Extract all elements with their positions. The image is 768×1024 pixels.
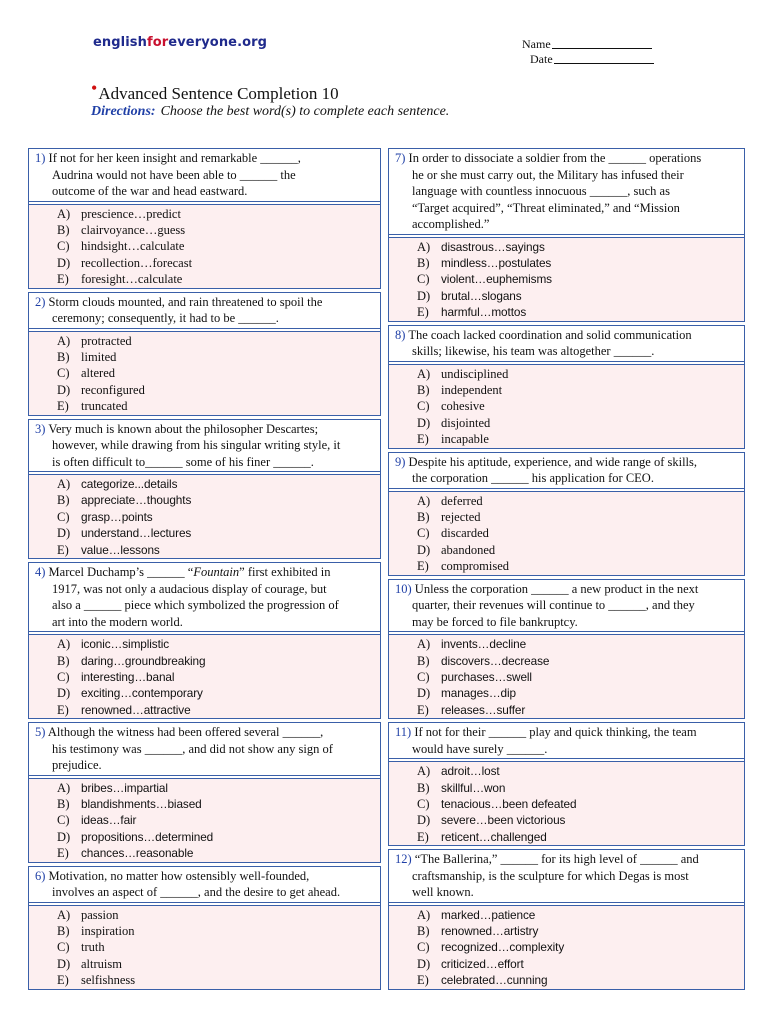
option-text: violent…euphemisms	[441, 272, 552, 287]
answer-option[interactable]	[417, 415, 744, 431]
option-letter: D)	[57, 686, 71, 701]
option-letter: B)	[57, 653, 70, 668]
stem-line: Despite his aptitude, experience, and wide range of skills,	[408, 454, 697, 469]
question-stem	[389, 326, 744, 362]
answer-option[interactable]	[417, 956, 744, 972]
answer-option[interactable]	[417, 239, 744, 255]
answer-options	[29, 331, 380, 416]
stem-line: quarter, their revenues will continue to ______, and they	[412, 598, 695, 613]
option-text: harmful…mottos	[441, 305, 527, 320]
question-number: 1)	[35, 151, 46, 165]
question-number: 9)	[395, 454, 406, 469]
option-letter: D)	[417, 813, 431, 828]
stem-line: involves an aspect of ______, and the desire to get ahead.	[52, 885, 341, 900]
worksheet-title-wrap	[91, 78, 339, 104]
question-10	[388, 579, 745, 720]
answer-options	[389, 761, 744, 846]
option-letter: C)	[417, 526, 430, 541]
stem-line: language with countless innocuous ______, such as	[412, 184, 670, 198]
answer-option[interactable]	[57, 333, 380, 349]
question-12	[388, 849, 745, 990]
option-text: bribes…impartial	[81, 780, 168, 795]
question-stem	[389, 453, 744, 489]
option-letter: C)	[417, 399, 430, 414]
answer-option[interactable]	[417, 636, 744, 652]
option-letter: D)	[417, 686, 431, 701]
answer-option[interactable]	[57, 349, 380, 365]
option-text: tenacious…been defeated	[441, 796, 577, 811]
option-letter: C)	[57, 813, 70, 828]
date-field[interactable]	[554, 52, 654, 64]
option-letter: D)	[57, 255, 71, 270]
option-letter: D)	[417, 956, 431, 971]
option-letter: A)	[57, 333, 71, 348]
question-1	[28, 148, 381, 289]
option-text: passion	[81, 907, 119, 922]
option-letter: E)	[417, 432, 429, 447]
answer-options	[29, 204, 380, 289]
option-text: protracted	[81, 333, 132, 348]
option-letter: B)	[57, 797, 70, 812]
bullet-icon: •	[91, 78, 98, 98]
option-letter: E)	[57, 542, 69, 557]
answer-option[interactable]	[57, 956, 380, 972]
option-letter: A)	[57, 477, 71, 492]
question-stem	[389, 149, 744, 235]
option-letter: D)	[57, 382, 71, 397]
option-text: value…lessons	[81, 542, 160, 557]
answer-option[interactable]	[417, 763, 744, 779]
date-label: Date	[530, 52, 553, 66]
answer-option[interactable]	[57, 365, 380, 381]
stem-line: art into the modern world.	[52, 614, 183, 629]
option-letter: A)	[57, 780, 71, 795]
option-letter: C)	[417, 669, 430, 684]
stem-line: In order to dissociate a soldier from the ______ operations	[408, 151, 702, 165]
option-letter: A)	[57, 206, 71, 221]
option-text: appreciate…thoughts	[81, 493, 192, 508]
answer-option[interactable]	[57, 796, 380, 812]
question-stem	[29, 149, 380, 202]
option-text: severe…been victorious	[441, 813, 566, 828]
question-4	[28, 562, 381, 719]
option-text: altruism	[81, 956, 122, 971]
option-letter: C)	[57, 669, 70, 684]
answer-option[interactable]	[57, 509, 380, 525]
question-5	[28, 722, 381, 863]
stem-line: craftsmanship, is the sculpture for which Degas is most	[412, 868, 689, 883]
question-stem	[29, 563, 380, 632]
option-text: interesting…banal	[81, 669, 175, 684]
stem-line: also a ______ piece which symbolized the progression of	[52, 598, 339, 613]
stem-line: Audrina would not have been able to ______ the	[52, 167, 296, 182]
right-column	[388, 148, 745, 990]
option-text: hindsight…calculate	[81, 239, 185, 254]
stem-line: may be forced to file bankruptcy.	[412, 614, 578, 629]
option-letter: B)	[57, 493, 70, 508]
stem-line: Motivation, no matter how ostensibly well-founded,	[48, 868, 310, 883]
date-row	[522, 52, 654, 67]
stem-line: 1917, was not only a audacious display of courage, but	[52, 581, 327, 596]
question-number: 12)	[395, 852, 412, 867]
option-text: independent	[441, 382, 503, 397]
option-letter: A)	[417, 239, 431, 254]
answer-options	[29, 778, 380, 863]
option-letter: E)	[417, 559, 429, 574]
directions-text: Choose the best word(s) to complete each sentence.	[160, 104, 450, 119]
answer-options	[389, 905, 744, 990]
answer-option[interactable]	[417, 702, 744, 718]
answer-option[interactable]	[57, 636, 380, 652]
option-text: incapable	[441, 432, 489, 447]
answer-options	[29, 905, 380, 990]
stem-line: If not for their ______ play and quick thinking, the team	[414, 725, 697, 740]
option-text: deferred	[441, 493, 483, 508]
answer-option[interactable]	[417, 923, 744, 939]
option-letter: E)	[417, 973, 429, 988]
option-letter: B)	[417, 509, 430, 524]
answer-option[interactable]	[417, 271, 744, 287]
question-number: 8)	[395, 327, 406, 342]
option-letter: C)	[417, 940, 430, 955]
option-letter: D)	[417, 542, 431, 557]
option-letter: D)	[417, 415, 431, 430]
answer-option[interactable]	[417, 796, 744, 812]
option-letter: C)	[57, 366, 70, 381]
option-letter: A)	[417, 637, 431, 652]
option-text: understand…lectures	[81, 526, 192, 541]
answer-option[interactable]	[417, 685, 744, 701]
option-text: ideas…fair	[81, 813, 137, 828]
option-text: chances…reasonable	[81, 846, 194, 861]
stem-line: accomplished.”	[412, 217, 490, 231]
option-text: invents…decline	[441, 637, 527, 652]
answer-option[interactable]	[57, 685, 380, 701]
option-letter: A)	[417, 907, 431, 922]
name-field[interactable]	[552, 37, 652, 49]
option-text: releases…suffer	[441, 702, 526, 717]
worksheet-title: Advanced Sentence Completion 10	[98, 84, 339, 103]
option-text: selfishness	[81, 973, 136, 988]
option-letter: E)	[57, 702, 69, 717]
answer-option[interactable]	[417, 653, 744, 669]
answer-option[interactable]	[417, 509, 744, 525]
option-letter: D)	[57, 829, 71, 844]
answer-option[interactable]	[417, 493, 744, 509]
answer-option[interactable]	[57, 845, 380, 861]
question-stem	[29, 293, 380, 329]
option-letter: C)	[57, 239, 70, 254]
option-text: grasp…points	[81, 509, 153, 524]
stem-line: Marcel Duchamp’s ______ “Fountain” first exhibited in	[48, 565, 331, 580]
stem-line: outcome of the war and head eastward.	[52, 184, 248, 198]
option-text: mindless…postulates	[441, 255, 552, 270]
stem-line: well known.	[412, 885, 474, 900]
option-text: renowned…attractive	[81, 702, 191, 717]
question-number: 10)	[395, 581, 412, 596]
option-letter: A)	[57, 637, 71, 652]
answer-option[interactable]	[57, 255, 380, 271]
answer-option[interactable]	[417, 398, 744, 414]
directions	[91, 104, 449, 120]
option-letter: E)	[57, 846, 69, 861]
answer-option[interactable]	[57, 525, 380, 541]
option-text: altered	[81, 366, 116, 381]
stem-line: Unless the corporation ______ a new product in the next	[414, 581, 699, 596]
question-number: 7)	[395, 151, 406, 165]
directions-label: Directions:	[91, 104, 156, 119]
option-text: truncated	[81, 399, 128, 414]
stem-line: Although the witness had been offered several ______,	[47, 725, 324, 740]
question-stem	[389, 580, 744, 633]
option-text: blandishments…biased	[81, 797, 202, 812]
question-stem	[389, 723, 744, 759]
answer-option[interactable]	[57, 476, 380, 492]
option-text: truth	[81, 940, 105, 955]
option-text: discarded	[441, 526, 489, 541]
answer-options	[389, 364, 744, 449]
option-text: disjointed	[441, 415, 491, 430]
option-text: criticized…effort	[441, 956, 524, 971]
option-text: exciting…contemporary	[81, 686, 203, 701]
stem-line: If not for her keen insight and remarkable ______,	[48, 151, 301, 165]
stem-line: the corporation ______ his application for CEO.	[412, 471, 654, 486]
answer-option[interactable]	[57, 492, 380, 508]
site-logo	[93, 35, 267, 50]
stem-line: however, while drawing from his singular writing style, it	[52, 438, 341, 453]
question-number: 6)	[35, 868, 46, 883]
question-number: 4)	[35, 565, 46, 580]
option-text: abandoned	[441, 542, 496, 557]
option-text: compromised	[441, 559, 510, 574]
option-letter: E)	[417, 702, 429, 717]
option-letter: C)	[57, 940, 70, 955]
option-letter: B)	[417, 653, 430, 668]
option-text: skillful…won	[441, 780, 506, 795]
option-text: reconfigured	[81, 382, 145, 397]
answer-option[interactable]	[57, 780, 380, 796]
option-text: manages…dip	[441, 686, 516, 701]
option-letter: A)	[57, 907, 71, 922]
option-text: adroit…lost	[441, 764, 500, 779]
question-3	[28, 419, 381, 560]
answer-option[interactable]	[417, 382, 744, 398]
option-text: reticent…challenged	[441, 829, 547, 844]
option-letter: D)	[417, 288, 431, 303]
option-text: propositions…determined	[81, 829, 214, 844]
answer-option[interactable]	[57, 907, 380, 923]
answer-option[interactable]	[57, 542, 380, 558]
option-letter: E)	[57, 973, 69, 988]
option-text: iconic…simplistic	[81, 637, 170, 652]
option-letter: B)	[57, 349, 70, 364]
answer-option[interactable]	[57, 382, 380, 398]
option-letter: C)	[417, 272, 430, 287]
option-text: purchases…swell	[441, 669, 532, 684]
option-letter: B)	[417, 780, 430, 795]
option-letter: A)	[417, 764, 431, 779]
stem-line: “The Ballerina,” ______ for its high level of ______ and	[414, 852, 699, 867]
question-2	[28, 292, 381, 416]
answer-option[interactable]	[57, 222, 380, 238]
option-letter: A)	[417, 366, 431, 381]
answer-options	[29, 634, 380, 719]
option-text: celebrated…cunning	[441, 973, 548, 988]
answer-option[interactable]	[417, 304, 744, 320]
question-stem	[29, 420, 380, 473]
logo-text-for: for	[146, 35, 169, 50]
option-text: disastrous…sayings	[441, 239, 545, 254]
option-letter: E)	[57, 272, 69, 287]
name-label: Name	[522, 37, 551, 51]
option-text: renowned…artistry	[441, 924, 539, 939]
answer-option[interactable]	[57, 206, 380, 222]
option-letter: B)	[417, 924, 430, 939]
answer-option[interactable]	[417, 972, 744, 988]
option-letter: E)	[57, 399, 69, 414]
option-text: undisciplined	[441, 366, 509, 381]
answer-options	[29, 474, 380, 559]
answer-option[interactable]	[417, 907, 744, 923]
name-date-block	[522, 37, 654, 67]
answer-option[interactable]	[417, 780, 744, 796]
option-text: prescience…predict	[81, 206, 181, 221]
option-text: recollection…forecast	[81, 255, 193, 270]
answer-option[interactable]	[417, 558, 744, 574]
question-7	[388, 148, 745, 322]
option-text: daring…groundbreaking	[81, 653, 206, 668]
option-text: marked…patience	[441, 907, 536, 922]
answer-options	[389, 491, 744, 576]
stem-line: “Target acquired”, “Threat eliminated,” and “Mission	[412, 200, 680, 215]
question-11	[388, 722, 745, 846]
option-letter: D)	[57, 956, 71, 971]
option-letter: B)	[417, 255, 430, 270]
answer-option[interactable]	[417, 366, 744, 382]
answer-option[interactable]	[417, 939, 744, 955]
answer-option[interactable]	[417, 525, 744, 541]
option-text: brutal…slogans	[441, 288, 522, 303]
option-letter: C)	[57, 509, 70, 524]
stem-line: Very much is known about the philosopher Descartes;	[48, 421, 319, 436]
answer-option[interactable]	[417, 669, 744, 685]
question-6	[28, 866, 381, 990]
stem-line: ceremony; consequently, it had to be ______.	[52, 311, 279, 326]
answer-option[interactable]	[57, 669, 380, 685]
option-text: cohesive	[441, 399, 485, 414]
answer-option[interactable]	[417, 255, 744, 271]
name-row	[522, 37, 654, 52]
stem-line: would have surely ______.	[412, 741, 548, 756]
stem-line: skills; likewise, his team was altogether ______.	[412, 344, 655, 359]
answer-option[interactable]	[57, 271, 380, 287]
option-text: discovers…decrease	[441, 653, 550, 668]
answer-options	[389, 237, 744, 322]
answer-option[interactable]	[57, 653, 380, 669]
option-text: inspiration	[81, 924, 135, 939]
logo-text-everyone: everyone.org	[168, 35, 268, 50]
question-number: 2)	[35, 294, 46, 309]
question-number: 11)	[395, 725, 412, 740]
option-letter: B)	[57, 222, 70, 237]
option-letter: C)	[417, 796, 430, 811]
left-column	[28, 148, 381, 990]
option-letter: B)	[57, 924, 70, 939]
answer-option[interactable]	[57, 812, 380, 828]
answer-option[interactable]	[417, 431, 744, 447]
answer-option[interactable]	[57, 702, 380, 718]
question-9	[388, 452, 745, 576]
question-number: 3)	[35, 421, 46, 436]
answer-option[interactable]	[57, 939, 380, 955]
stem-line: prejudice.	[52, 758, 102, 773]
stem-line: is often difficult to______ some of his finer ______.	[52, 454, 314, 469]
answer-option[interactable]	[57, 829, 380, 845]
option-text: limited	[81, 349, 117, 364]
logo-text-english: english	[93, 35, 147, 50]
question-stem	[389, 850, 744, 903]
option-letter: A)	[417, 493, 431, 508]
answer-options	[389, 634, 744, 719]
answer-option[interactable]	[57, 238, 380, 254]
stem-line: he or she must carry out, the Military has infused their	[412, 167, 684, 182]
option-text: foresight…calculate	[81, 272, 183, 287]
answer-option[interactable]	[417, 542, 744, 558]
stem-line: The coach lacked coordination and solid communication	[408, 327, 692, 342]
option-letter: E)	[417, 829, 429, 844]
answer-option[interactable]	[57, 923, 380, 939]
option-text: rejected	[441, 509, 481, 524]
option-text: categorize...details	[81, 477, 178, 492]
option-letter: B)	[417, 382, 430, 397]
option-text: recognized…complexity	[441, 940, 565, 955]
question-8	[388, 325, 745, 449]
option-letter: E)	[417, 305, 429, 320]
answer-option[interactable]	[57, 398, 380, 414]
option-text: clairvoyance…guess	[81, 222, 186, 237]
stem-line: Storm clouds mounted, and rain threatened to spoil the	[48, 294, 323, 309]
question-stem	[29, 867, 380, 903]
answer-option[interactable]	[417, 288, 744, 304]
answer-option[interactable]	[417, 829, 744, 845]
answer-option[interactable]	[417, 812, 744, 828]
question-stem	[29, 723, 380, 776]
question-number: 5)	[35, 725, 46, 740]
answer-option[interactable]	[57, 972, 380, 988]
option-letter: D)	[57, 526, 71, 541]
stem-line: his testimony was ______, and did not show any sign of	[52, 741, 333, 756]
